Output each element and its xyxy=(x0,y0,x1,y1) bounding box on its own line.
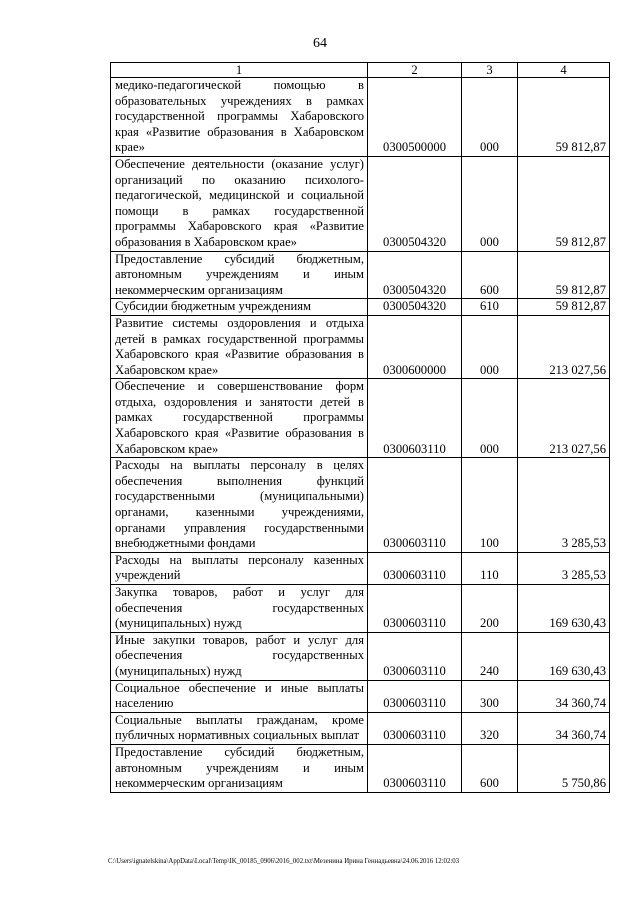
file-path-footer: C:\Users\ignatelskina\AppData\Local\Temp\IK_00185_0906\2016_002.txt\Мезенина Ирина Геннадьевна\24.06.2016 12:02:03 xyxy=(108,858,460,865)
table-row xyxy=(111,299,610,316)
row-expense-type: 320 xyxy=(462,712,518,744)
row-description: Иные закупки товаров, работ и услуг для обеспечения государственных (муниципальных) нужд xyxy=(111,632,368,680)
row-description: Субсидии бюджетным учреждениям xyxy=(111,299,368,316)
row-target-code: 0300603110 xyxy=(368,680,462,712)
row-target-code: 0300504320 xyxy=(368,299,462,316)
row-expense-type: 610 xyxy=(462,299,518,316)
row-expense-type: 000 xyxy=(462,156,518,251)
row-description: Расходы на выплаты персоналу казенных учреждений xyxy=(111,552,368,584)
row-expense-type: 100 xyxy=(462,458,518,553)
row-amount: 59 812,87 xyxy=(518,251,610,299)
row-expense-type: 600 xyxy=(462,251,518,299)
row-description: Закупка товаров, работ и услуг для обеспечения государственных (муниципальных) нужд xyxy=(111,585,368,633)
row-expense-type: 200 xyxy=(462,585,518,633)
row-description: Социальное обеспечение и иные выплаты населению xyxy=(111,680,368,712)
row-amount: 34 360,74 xyxy=(518,680,610,712)
table-row xyxy=(111,379,610,458)
table-row xyxy=(111,632,610,680)
table-row xyxy=(111,78,610,157)
row-expense-type: 000 xyxy=(462,78,518,157)
row-amount: 169 630,43 xyxy=(518,585,610,633)
table-row xyxy=(111,458,610,553)
row-expense-type: 600 xyxy=(462,744,518,792)
column-header-4: 4 xyxy=(518,63,610,78)
table-row xyxy=(111,712,610,744)
table-row xyxy=(111,156,610,251)
row-amount: 34 360,74 xyxy=(518,712,610,744)
table-header-row xyxy=(111,63,610,78)
table-row xyxy=(111,251,610,299)
row-target-code: 0300603110 xyxy=(368,712,462,744)
row-expense-type: 300 xyxy=(462,680,518,712)
row-description: Социальные выплаты гражданам, кроме публичных нормативных социальных выплат xyxy=(111,712,368,744)
row-target-code: 0300504320 xyxy=(368,156,462,251)
row-target-code: 0300603110 xyxy=(368,744,462,792)
row-description: медико-педагогической помощью в образовательных учреждениях в рамках государственной программы Хабаровского края «Развитие образования в Хабаровском крае» xyxy=(111,78,368,157)
row-expense-type: 000 xyxy=(462,315,518,378)
row-amount: 213 027,56 xyxy=(518,379,610,458)
row-description: Обеспечение и совершенствование форм отдыха, оздоровления и занятости детей в рамках государственной программы Хабаровского края «Развитие образования в Хабаровском крае» xyxy=(111,379,368,458)
row-amount: 169 630,43 xyxy=(518,632,610,680)
table-row xyxy=(111,315,610,378)
column-header-1: 1 xyxy=(111,63,368,78)
row-amount: 59 812,87 xyxy=(518,299,610,316)
row-description: Предоставление субсидий бюджетным, автономным учреждениям и иным некоммерческим организациям xyxy=(111,744,368,792)
row-description: Развитие системы оздоровления и отдыха детей в рамках государственной программы Хабаровского края «Развитие образования в Хабаровском крае» xyxy=(111,315,368,378)
page-number: 64 xyxy=(313,36,327,51)
row-expense-type: 240 xyxy=(462,632,518,680)
table-row xyxy=(111,585,610,633)
row-target-code: 0300600000 xyxy=(368,315,462,378)
row-target-code: 0300603110 xyxy=(368,552,462,584)
table-row xyxy=(111,552,610,584)
row-amount: 59 812,87 xyxy=(518,156,610,251)
column-header-2: 2 xyxy=(368,63,462,78)
row-target-code: 0300603110 xyxy=(368,585,462,633)
row-amount: 3 285,53 xyxy=(518,552,610,584)
row-target-code: 0300603110 xyxy=(368,379,462,458)
row-amount: 213 027,56 xyxy=(518,315,610,378)
row-amount: 3 285,53 xyxy=(518,458,610,553)
row-target-code: 0300603110 xyxy=(368,458,462,553)
row-description: Расходы на выплаты персоналу в целях обеспечения выполнения функций государственными (муниципальными) органами, казенными учреждениями, органами управления государственными внебюджетными фондами xyxy=(111,458,368,553)
row-amount: 5 750,86 xyxy=(518,744,610,792)
row-target-code: 0300504320 xyxy=(368,251,462,299)
row-target-code: 0300500000 xyxy=(368,78,462,157)
table-row xyxy=(111,680,610,712)
row-amount: 59 812,87 xyxy=(518,78,610,157)
row-description: Обеспечение деятельности (оказание услуг) организаций по оказанию психолого-педагогической, медицинской и социальной помощи в рамках государственной программы Хабаровского края «Развитие образования в Хабаровском крае» xyxy=(111,156,368,251)
column-header-3: 3 xyxy=(462,63,518,78)
row-target-code: 0300603110 xyxy=(368,632,462,680)
row-description: Предоставление субсидий бюджетным, автономным учреждениям и иным некоммерческим организациям xyxy=(111,251,368,299)
row-expense-type: 000 xyxy=(462,379,518,458)
budget-table xyxy=(110,62,610,793)
row-expense-type: 110 xyxy=(462,552,518,584)
table-row xyxy=(111,744,610,792)
